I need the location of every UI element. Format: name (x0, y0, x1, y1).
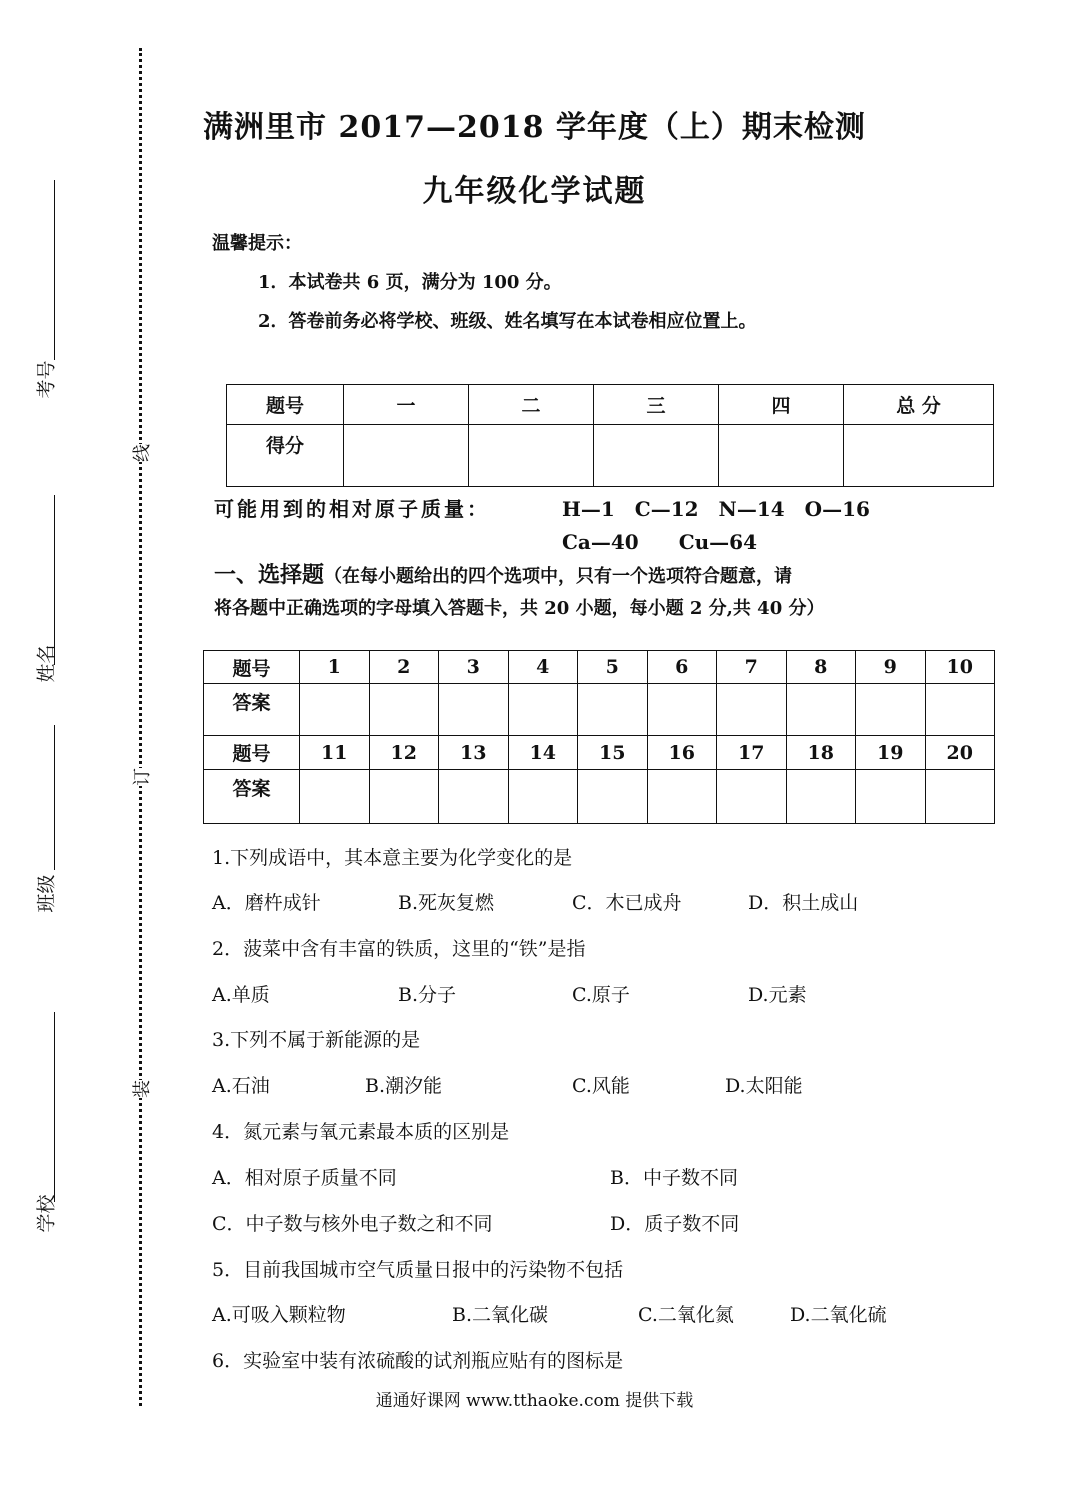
question-5-stem: 5．目前我国城市空气质量日报中的污染物不包括 (212, 1259, 624, 1281)
name-label: 姓名 (35, 644, 58, 683)
answer-input-cell[interactable] (786, 684, 856, 736)
atomic-mass-line-1: H—1 C—12 N—14 O—16 (562, 497, 870, 521)
answer-input-cell[interactable] (578, 770, 648, 824)
answer-input-cell[interactable] (369, 770, 439, 824)
question-2-option-d: D.元素 (748, 984, 807, 1006)
section1-heading: 一、选择题 (214, 562, 325, 588)
notice-item-2: 2．答卷前务必将学校、班级、姓名填写在本试卷相应位置上。 (258, 311, 757, 332)
question-number-cell: 17 (717, 736, 787, 770)
exam-number-label: 考号 (35, 360, 58, 399)
question-3-stem: 3.下列不属于新能源的是 (212, 1029, 421, 1051)
question-2-stem: 2．菠菜中含有丰富的铁质，这里的“铁”是指 (212, 938, 586, 960)
answer-input-cell[interactable] (786, 770, 856, 824)
notice-heading: 温馨提示： (212, 233, 302, 254)
question-number-cell: 1 (300, 651, 370, 684)
answer-label: 答案 (204, 684, 300, 736)
question-number-cell: 6 (647, 651, 717, 684)
score-input-cell[interactable] (719, 425, 844, 487)
atomic-mass-line-2: Ca—40 Cu—64 (562, 530, 757, 554)
question-6-stem: 6．实验室中装有浓硫酸的试剂瓶应贴有的图标是 (212, 1350, 624, 1372)
question-2-option-a: A.单质 (212, 984, 270, 1006)
answer-table-number-row (204, 736, 995, 770)
question-number-cell: 8 (786, 651, 856, 684)
question-number-cell: 4 (508, 651, 578, 684)
score-row-label: 得分 (227, 425, 344, 487)
question-4-stem: 4．氮元素与氧元素最本质的区别是 (212, 1121, 510, 1143)
question-number-cell: 11 (300, 736, 370, 770)
question-number-cell: 10 (925, 651, 995, 684)
notice-item-1: 1．本试卷共 6 页，满分为 100 分。 (258, 272, 562, 293)
answer-input-cell[interactable] (300, 684, 370, 736)
question-5-option-d: D.二氧化硫 (790, 1304, 887, 1326)
answer-input-cell[interactable] (856, 770, 926, 824)
answer-label: 答案 (204, 770, 300, 824)
answer-input-cell[interactable] (647, 770, 717, 824)
question-2-option-b: B.分子 (398, 984, 457, 1006)
bind-mark-line: 线 (128, 444, 154, 462)
question-1-option-a: A．磨杵成针 (212, 892, 321, 914)
question-2-option-c: C.原子 (572, 984, 630, 1006)
score-header-cell: 总 分 (844, 385, 994, 425)
score-input-cell[interactable] (469, 425, 594, 487)
answer-input-cell[interactable] (717, 684, 787, 736)
question-number-cell: 18 (786, 736, 856, 770)
question-5-option-c: C.二氧化氮 (638, 1304, 734, 1326)
question-1-stem: 1.下列成语中，其本意主要为化学变化的是 (212, 847, 573, 869)
bind-mark-staple: 订 (128, 768, 154, 786)
answer-input-cell[interactable] (856, 684, 926, 736)
answer-table-number-row (204, 651, 995, 684)
question-number-cell: 2 (369, 651, 439, 684)
answer-table (203, 650, 995, 824)
question-number-cell: 16 (647, 736, 717, 770)
question-4-option-d: D．质子数不同 (610, 1213, 740, 1235)
question-4-option-b: B．中子数不同 (610, 1167, 738, 1189)
score-header-cell: 二 (469, 385, 594, 425)
score-header-cell: 题号 (227, 385, 344, 425)
question-number-cell: 13 (439, 736, 509, 770)
school-line (54, 1012, 55, 1202)
question-number-cell: 7 (717, 651, 787, 684)
answer-table-answer-row (204, 770, 995, 824)
answer-input-cell[interactable] (508, 770, 578, 824)
class-label: 班级 (35, 874, 58, 913)
question-3-option-a: A.石油 (212, 1075, 270, 1097)
exam-subtitle: 九年级化学试题 (422, 174, 647, 209)
footer-source: 通通好课网 www.tthaoke.com 提供下载 (375, 1391, 694, 1411)
exam-title: 满洲里市 2017—2018 学年度（上）期末检测 (203, 110, 866, 145)
question-4-option-a: A．相对原子质量不同 (212, 1167, 397, 1189)
answer-number-label: 题号 (204, 736, 300, 770)
question-3-option-d: D.太阳能 (725, 1075, 803, 1097)
section1-instructions-2: 将各题中正确选项的字母填入答题卡，共 20 小题，每小题 2 分,共 40 分） (214, 598, 825, 619)
bind-mark-pack: 装 (128, 1080, 154, 1098)
question-1-option-b: B.死灰复燃 (398, 892, 495, 914)
question-5-option-b: B.二氧化碳 (452, 1304, 549, 1326)
section1-heading-line (214, 558, 792, 589)
question-number-cell: 5 (578, 651, 648, 684)
school-label: 学校 (35, 1194, 58, 1233)
atomic-mass-label: 可能用到的相对原子质量： (214, 497, 490, 521)
answer-input-cell[interactable] (369, 684, 439, 736)
answer-input-cell[interactable] (647, 684, 717, 736)
question-number-cell: 3 (439, 651, 509, 684)
question-3-option-c: C.风能 (572, 1075, 630, 1097)
answer-table-answer-row (204, 684, 995, 736)
answer-input-cell[interactable] (300, 770, 370, 824)
score-header-cell: 四 (719, 385, 844, 425)
class-line (54, 725, 55, 870)
answer-number-label: 题号 (204, 651, 300, 684)
section1-instructions-1: （在每小题给出的四个选项中，只有一个选项符合题意，请 (324, 566, 793, 587)
question-number-cell: 12 (369, 736, 439, 770)
question-number-cell: 20 (925, 736, 995, 770)
answer-input-cell[interactable] (439, 770, 509, 824)
answer-input-cell[interactable] (578, 684, 648, 736)
score-header-cell: 一 (344, 385, 469, 425)
question-number-cell: 9 (856, 651, 926, 684)
question-4-option-c: C．中子数与核外电子数之和不同 (212, 1213, 493, 1235)
question-number-cell: 15 (578, 736, 648, 770)
name-line (54, 495, 55, 665)
binding-dotted-line (139, 48, 142, 1406)
answer-input-cell[interactable] (508, 684, 578, 736)
answer-input-cell[interactable] (925, 770, 995, 824)
question-5-option-a: A.可吸入颗粒物 (212, 1304, 346, 1326)
question-3-option-b: B.潮汐能 (365, 1075, 443, 1097)
answer-input-cell[interactable] (925, 684, 995, 736)
score-table (226, 384, 994, 487)
score-header-cell: 三 (594, 385, 719, 425)
answer-input-cell[interactable] (717, 770, 787, 824)
question-number-cell: 14 (508, 736, 578, 770)
question-1-option-d: D．积土成山 (748, 892, 859, 914)
score-input-cell[interactable] (594, 425, 719, 487)
question-number-cell: 19 (856, 736, 926, 770)
question-1-option-c: C．木已成舟 (572, 892, 682, 914)
answer-input-cell[interactable] (439, 684, 509, 736)
score-input-cell[interactable] (344, 425, 469, 487)
score-input-cell[interactable] (844, 425, 994, 487)
